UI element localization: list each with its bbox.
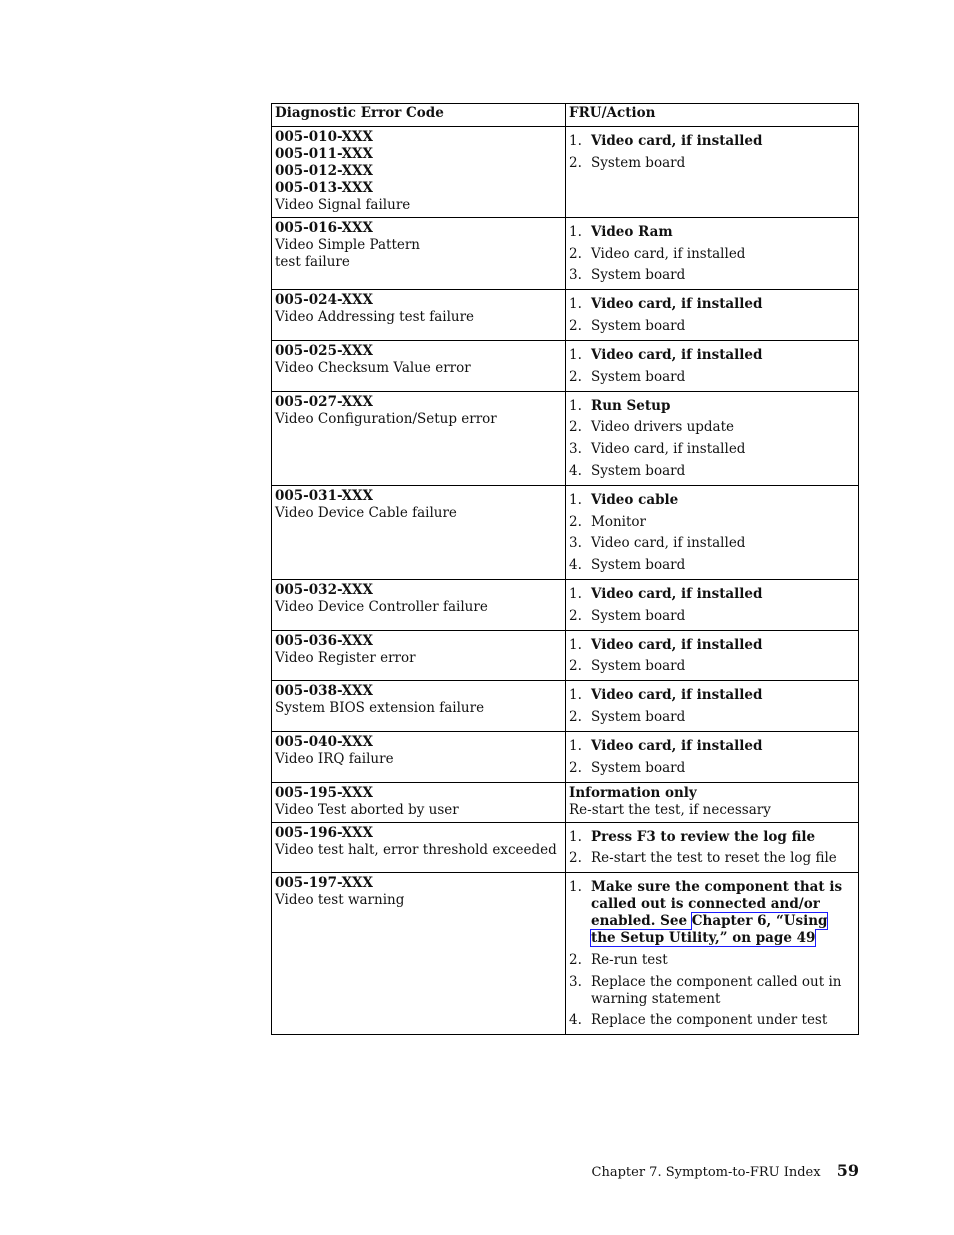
table-row (272, 290, 859, 341)
action-number: 2. (569, 850, 582, 867)
error-code-cell (272, 681, 566, 732)
action-list (569, 129, 855, 174)
action-text: System board (591, 267, 686, 284)
action-number: 1. (569, 636, 582, 653)
error-code-cell (272, 127, 566, 218)
action-text: Video card, if installed (591, 296, 763, 313)
action-text: System board (591, 708, 686, 725)
table-row (272, 873, 859, 1035)
table-body (272, 127, 859, 1035)
action-item (569, 829, 855, 846)
action-text: Video card, if installed (591, 585, 763, 602)
fru-action-cell (566, 341, 859, 392)
fru-action-cell (566, 681, 859, 732)
action-list (569, 825, 855, 870)
action-item (569, 586, 855, 603)
error-code: 005-197-XXX (275, 875, 374, 892)
error-code-cell (272, 391, 566, 485)
action-item (569, 879, 855, 947)
fru-action-cell (566, 822, 859, 873)
action-item (569, 246, 855, 263)
action-number: 1. (569, 296, 582, 313)
error-description: Video Checksum Value error (275, 360, 471, 377)
action-number: 1. (569, 224, 582, 240)
action-number: 1. (569, 879, 582, 896)
action-item (569, 267, 855, 284)
action-text: System board (591, 368, 686, 385)
error-code-cell (272, 731, 566, 782)
fru-action-cell (566, 290, 859, 341)
fru-action-cell (566, 391, 859, 485)
action-item (569, 398, 855, 415)
error-description: Video test halt, error threshold exceeded (275, 841, 557, 858)
error-code-cell (272, 782, 566, 822)
action-item (569, 608, 855, 625)
table-row (272, 731, 859, 782)
error-code: 005-032-XXX (275, 581, 374, 598)
action-number: 2. (569, 708, 582, 725)
error-description: Video Signal failure (275, 197, 411, 213)
action-number: 1. (569, 687, 582, 704)
table-row (272, 485, 859, 579)
table-row (272, 681, 859, 732)
action-list (569, 488, 855, 576)
action-number: 4. (569, 462, 582, 479)
fru-action-cell (566, 873, 859, 1035)
fru-table (271, 103, 859, 1035)
action-text: Re-run test (591, 952, 668, 968)
action-item (569, 557, 855, 574)
action-item (569, 492, 855, 509)
error-code: 005-012-XXX (275, 163, 374, 179)
table-header-row (272, 104, 859, 127)
action-list (569, 292, 855, 337)
page-footer (592, 1161, 859, 1180)
action-number: 2. (569, 952, 582, 968)
action-number: 2. (569, 513, 582, 530)
action-item (569, 133, 855, 150)
action-text: Replace the component under test (591, 1012, 828, 1029)
action-number: 3. (569, 441, 582, 458)
action-list (569, 582, 855, 627)
error-description: Video test warning (275, 892, 405, 909)
action-text: Video card, if installed (591, 636, 763, 653)
fru-action-cell (566, 218, 859, 290)
action-number: 3. (569, 973, 582, 990)
column-header-code: Diagnostic Error Code (272, 104, 566, 127)
error-code: 005-016-XXX (275, 220, 374, 236)
fru-action-cell (566, 579, 859, 630)
action-item (569, 687, 855, 704)
action-number: 2. (569, 607, 582, 624)
action-text: Make sure the component that is called out is connected and/or enabled. See (591, 879, 843, 930)
action-number: 2. (569, 419, 582, 436)
error-code: 005-196-XXX (275, 824, 374, 841)
error-code-cell (272, 218, 566, 290)
action-item (569, 658, 855, 675)
error-code: 005-027-XXX (275, 393, 374, 410)
action-text: Video drivers update (591, 419, 735, 436)
action-text: System board (591, 607, 686, 624)
action-text: System board (591, 462, 686, 479)
action-text: Video card, if installed (591, 441, 746, 458)
fru-action-cell (566, 485, 859, 579)
action-item (569, 155, 855, 172)
action-number: 2. (569, 154, 582, 171)
table-row (272, 391, 859, 485)
fru-action-cell (566, 782, 859, 822)
table-row (272, 822, 859, 873)
table-row (272, 218, 859, 290)
fru-action-cell (566, 630, 859, 681)
action-number: 2. (569, 245, 582, 262)
error-code-cell (272, 341, 566, 392)
info-title: Information only (569, 784, 697, 801)
error-description: Video IRQ failure (275, 750, 394, 767)
action-number: 1. (569, 737, 582, 754)
error-description: Video Device Cable failure (275, 504, 457, 521)
action-text: Video card, if installed (591, 245, 746, 262)
table-row (272, 782, 859, 822)
action-text: Video card, if installed (591, 535, 746, 552)
info-text: Re-start the test, if necessary (569, 801, 771, 818)
fru-action-cell (566, 127, 859, 218)
action-text: Video card, if installed (591, 687, 763, 704)
action-item (569, 760, 855, 777)
action-item (569, 1012, 855, 1029)
action-text: Replace the component called out in warning statement (591, 973, 842, 1007)
action-item (569, 419, 855, 436)
action-list (569, 394, 855, 482)
page-number: 59 (836, 1161, 859, 1180)
error-code: 005-036-XXX (275, 632, 374, 649)
error-code-cell (272, 822, 566, 873)
action-item (569, 441, 855, 458)
error-code: 005-025-XXX (275, 343, 374, 360)
action-text: Video Ram (591, 224, 673, 240)
column-header-action: FRU/Action (566, 104, 859, 127)
error-description: Video Configuration/Setup error (275, 410, 497, 427)
table-row (272, 127, 859, 218)
action-text: Press F3 to review the log file (591, 828, 816, 845)
error-description: Video Addressing test failure (275, 309, 475, 326)
action-text: System board (591, 658, 686, 675)
error-code: 005-040-XXX (275, 733, 374, 750)
action-item (569, 347, 855, 364)
action-number: 2. (569, 368, 582, 385)
action-text: Re-start the test to reset the log file (591, 850, 837, 867)
error-code: 005-195-XXX (275, 784, 374, 801)
action-number: 1. (569, 828, 582, 845)
error-description: Video Test aborted by user (275, 801, 459, 818)
action-item (569, 952, 855, 969)
error-code-cell (272, 290, 566, 341)
action-item (569, 369, 855, 386)
action-text: Run Setup (591, 397, 671, 414)
error-description: System BIOS extension failure (275, 700, 485, 717)
action-list (569, 683, 855, 728)
error-code: 005-013-XXX (275, 180, 374, 196)
error-code-cell (272, 485, 566, 579)
action-text: Video card, if installed (591, 737, 763, 754)
action-item (569, 318, 855, 335)
error-code: 005-038-XXX (275, 683, 374, 700)
action-number: 2. (569, 658, 582, 675)
action-text: Video card, if installed (591, 133, 763, 149)
action-number: 1. (569, 133, 582, 149)
action-number: 2. (569, 318, 582, 335)
footer-chapter: Chapter 7. Symptom-to-FRU Index (591, 1165, 821, 1180)
action-item (569, 224, 855, 241)
action-list (569, 220, 855, 286)
action-list (569, 633, 855, 678)
action-text: System board (591, 318, 686, 335)
action-number: 2. (569, 759, 582, 776)
chapter-6-link[interactable]: Chapter 6, “Using the Setup Utility,” on page 49 (591, 913, 828, 947)
action-number: 3. (569, 267, 582, 284)
error-code-cell (272, 630, 566, 681)
action-number: 4. (569, 556, 582, 573)
action-number: 1. (569, 585, 582, 602)
action-item (569, 850, 855, 867)
table-row (272, 579, 859, 630)
action-text: Video cable (591, 491, 679, 508)
error-code-cell (272, 579, 566, 630)
error-code: 005-024-XXX (275, 292, 374, 309)
table-row (272, 630, 859, 681)
action-number: 1. (569, 397, 582, 414)
error-code: 005-011-XXX (275, 146, 374, 162)
action-text: System board (591, 154, 686, 171)
action-item (569, 296, 855, 313)
action-list (569, 875, 855, 1031)
action-item (569, 535, 855, 552)
action-text: Monitor (591, 513, 646, 530)
action-list (569, 343, 855, 388)
action-number: 4. (569, 1012, 582, 1029)
action-item (569, 738, 855, 755)
action-text: System board (591, 759, 686, 776)
error-code-cell (272, 873, 566, 1035)
error-description: Video Simple Pattern test failure (275, 237, 420, 270)
error-description: Video Device Controller failure (275, 598, 488, 615)
error-code: 005-010-XXX (275, 129, 374, 145)
action-text: Video card, if installed (591, 347, 763, 364)
fru-action-cell (566, 731, 859, 782)
action-text: System board (591, 556, 686, 573)
action-item (569, 709, 855, 726)
error-description: Video Register error (275, 649, 416, 666)
table-row (272, 341, 859, 392)
action-number: 3. (569, 535, 582, 552)
action-item (569, 637, 855, 654)
action-number: 1. (569, 491, 582, 508)
error-code: 005-031-XXX (275, 487, 374, 504)
action-item (569, 463, 855, 480)
action-number: 1. (569, 347, 582, 364)
action-list (569, 734, 855, 779)
action-item (569, 514, 855, 531)
action-item (569, 974, 855, 1008)
